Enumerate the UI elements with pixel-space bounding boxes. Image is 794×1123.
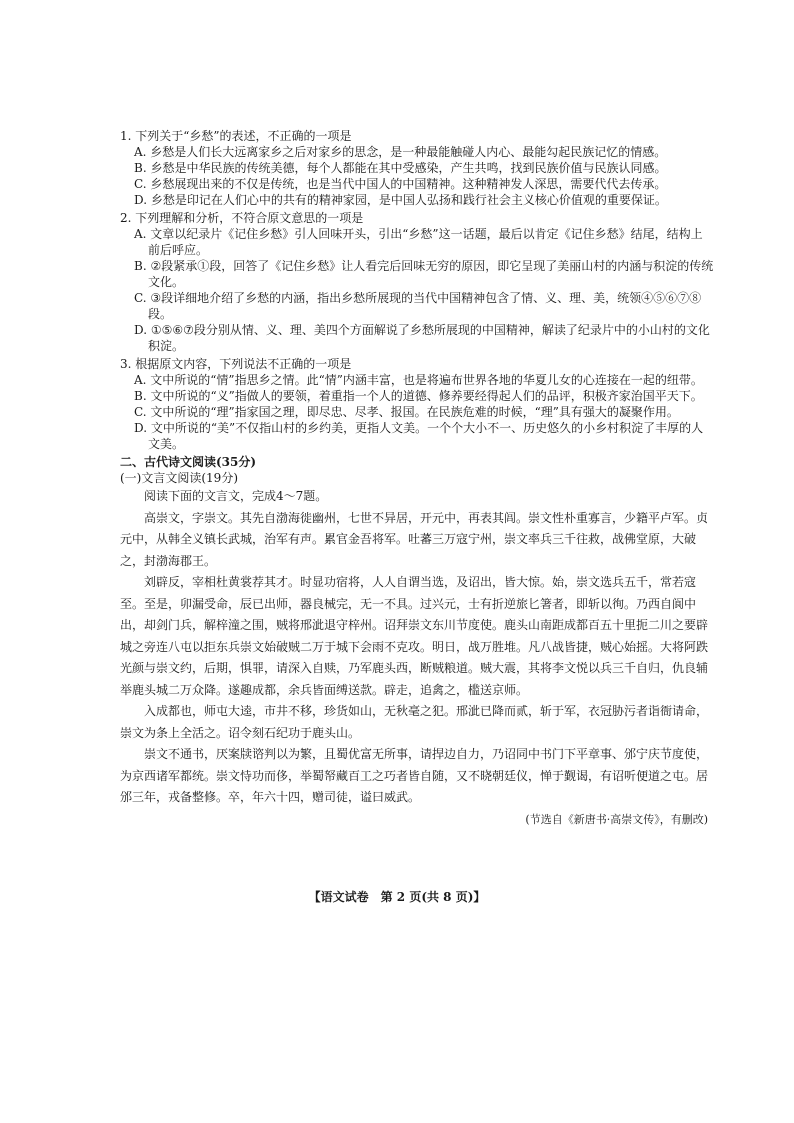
- passage-paragraph-3: 入成都也，师屯大逵，市井不移，珍货如山，无秋毫之犯。邢泚已降而贰，斩于军，衣冠胁污者诣衙请命，崇文为条上全活之。诏令刻石纪功于鹿头山。: [120, 704, 709, 740]
- question-stem: 1. 下列关于“乡愁”的表述，不正确的一项是: [120, 129, 352, 143]
- option-a: A. 文中所说的“情”指思乡之情。此“情”内涵丰富，也是将遍布世界各地的华夏儿女的心连接在一起的纽带。: [134, 373, 703, 387]
- passage-paragraph-1: 高崇文，字崇文。其先自渤海徙幽州，七世不异居，开元中，再表其闾。崇文性朴重寡言，少籍平卢军。贞元中，从韩全义镇长武城，治军有声。累官金吾将军。吐蕃三万寇宁州，崇文率兵三千往救，战佛堂原，大破之，封渤海郡王。: [120, 510, 709, 568]
- option-d: D. ①⑤⑥⑦段分别从情、义、理、美四个方面解说了乡愁所展现的中国精神，解读了纪录片中的小山村的文化积淀。: [134, 323, 710, 353]
- option-c: C. ③段详细地介绍了乡愁的内涵，指出乡愁所展现的当代中国精神包含了情、义、理、美，统领④⑤⑥⑦⑧段。: [134, 291, 702, 321]
- option-c: C. 文中所说的“理”指家国之理，即尽忠、尽孝、报国。在民族危难的时候，“理”具有强大的凝聚作用。: [134, 405, 679, 419]
- option-b: B. 乡愁是中华民族的传统美德，每个人都能在其中受感染，产生共鸣，找到民族价值与民族认同感。: [134, 161, 667, 175]
- question-2: [120, 210, 714, 354]
- option-a: A. 文章以纪录片《记住乡愁》引人回味开头，引出“乡愁”这一话题，最后以肯定《记住乡愁》结尾，结构上前后呼应。: [134, 227, 703, 257]
- option-c: C. 乡愁展现出来的不仅是传统，也是当代中国人的中国精神。这种精神发人深思，需要代代去传承。: [134, 177, 667, 191]
- option-b: B. ②段紧承①段，回答了《记住乡愁》让人看完后回味无穷的原因，即它呈现了美丽山村的内涵与积淀的传统文化。: [134, 259, 714, 289]
- page-footer: 【语文试卷 第 2 页(共 8 页)】: [308, 890, 486, 904]
- question-1: [120, 128, 714, 208]
- section-title: 二、古代诗文阅读(35分): [120, 455, 257, 469]
- option-a: A. 乡愁是人们长大远离家乡之后对家乡的思念，是一种最能触碰人内心、最能勾起民族记忆的情感。: [134, 145, 667, 159]
- section-classical-reading: [120, 454, 714, 829]
- passage-source: (节选自《新唐书·高崇文传》，有删改): [525, 812, 708, 826]
- option-d: D. 文中所说的“美”不仅指山村的乡约美，更指人文美。一个个大小不一、历史悠久的小乡村积淀了丰厚的人文美。: [134, 421, 704, 451]
- question-3: [120, 356, 714, 452]
- question-stem: 3. 根据原文内容，下列说法不正确的一项是: [120, 357, 352, 371]
- question-stem: 2. 下列理解和分析，不符合原文意思的一项是: [120, 211, 364, 225]
- option-d: D. 乡愁是印记在人们心中的共有的精神家园，是中国人弘扬和践行社会主义核心价值观的重要保证。: [134, 193, 667, 207]
- passage-paragraph-4: 崇文不通书，厌案牍谘判以为繁，且蜀优富无所事，请捍边自力，乃诏同中书门下平章事、邠宁庆节度使，为京西诸军都统。崇文恃功而侈，举蜀帑藏百工之巧者皆自随，又不晓朝廷仪，惮于觐谒，有诏听便道之屯。居邠三年，戎备整修。卒，年六十四，赠司徒，谥曰威武。: [120, 747, 709, 804]
- passage-paragraph-2: 刘辟反，宰相杜黄裳荐其才。时显功宿将，人人自谓当选，及诏出，皆大惊。始，崇文选兵五千，常若寇至。至是，卯漏受命，辰已出师，器良械完，无一不具。过兴元，士有折逆旅匕箸者，即斩以徇。乃西自阆中出，却剑门兵，解梓潼之围，贼将邢泚退守梓州。诏拜崇文东川节度使。鹿头山南距成都百五十里扼二川之要辟城之旁连八屯以拒东兵崇文始破贼二万于城下会雨不克攻。明日，战万胜堆。凡八战皆捷，贼心始摇。大将阿跌光颜与崇文约，后期，惧罪，请深入自赎，乃军鹿头西，断贼粮道。贼大震，其将李文悦以兵三千自归，仇良辅举鹿头城二万众降。遂趣成都，余兵皆面缚送款。辟走，追禽之，槛送京师。: [120, 575, 709, 697]
- subsection-title: (一)文言文阅读(19分): [120, 471, 238, 485]
- reading-instruction: 阅读下面的文言文，完成4～7题。: [144, 489, 328, 503]
- option-b: B. 文中所说的“义”指做人的要领，着重指一个人的道德、修养要经得起人们的品评，积极齐家治国平天下。: [134, 389, 703, 403]
